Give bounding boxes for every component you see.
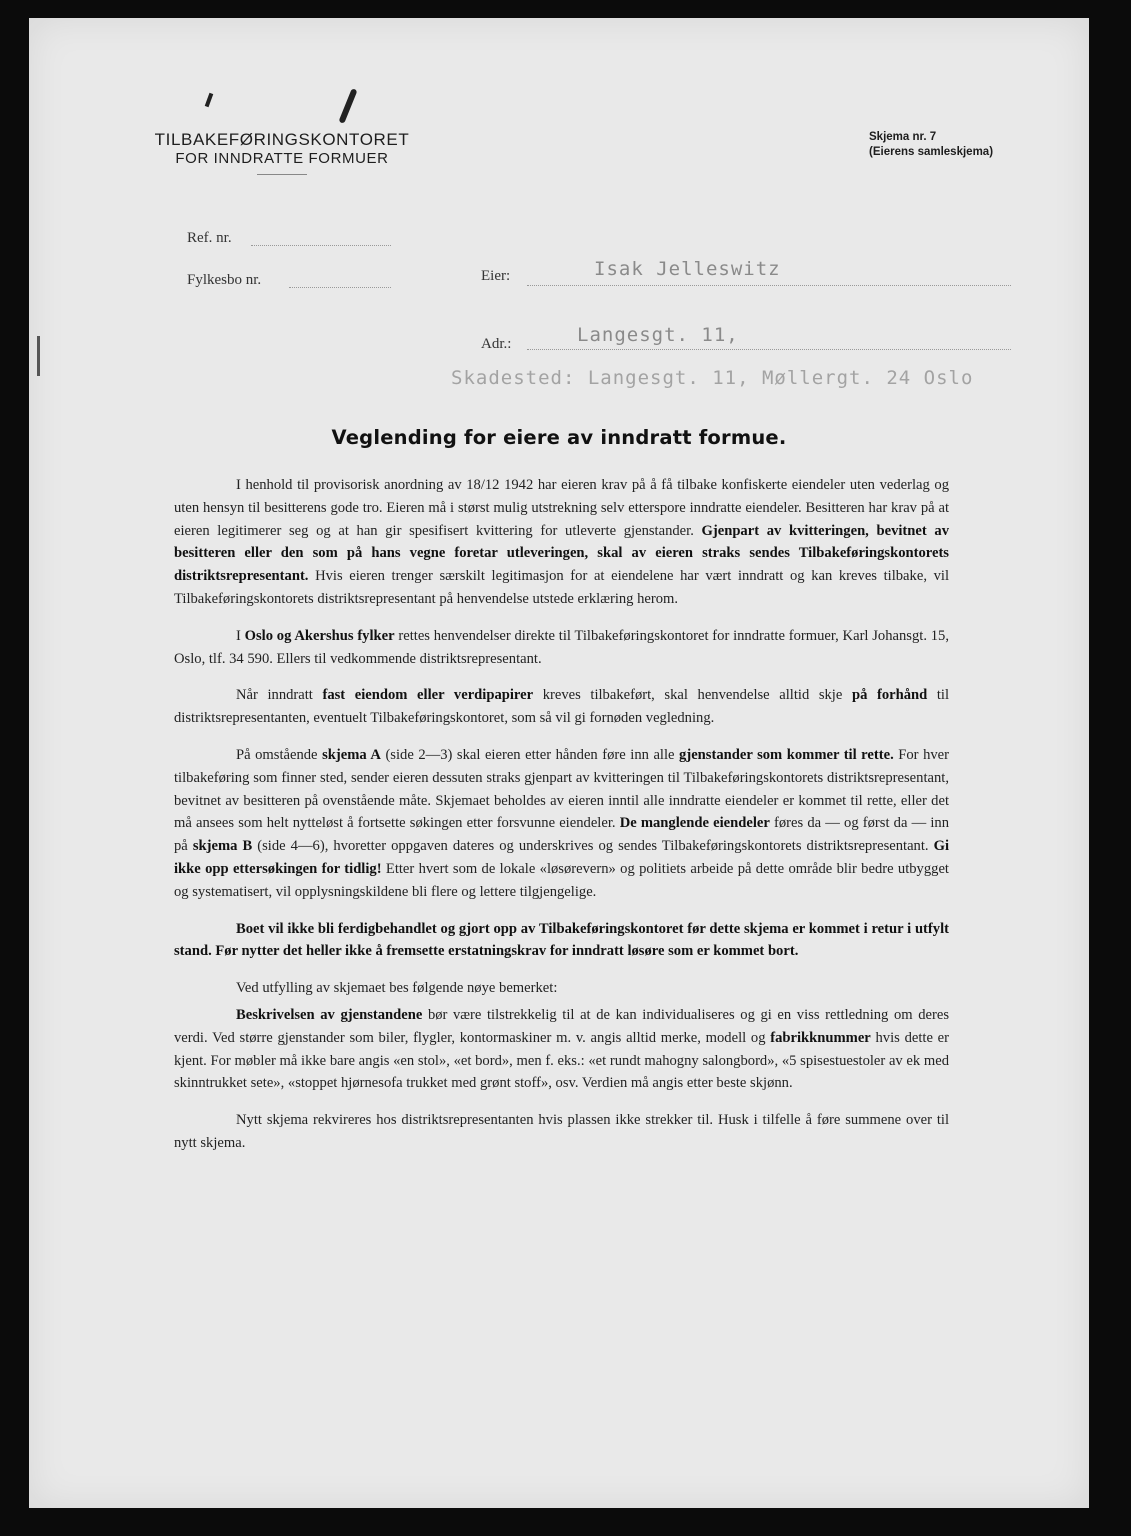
text-run: Etter hvert som de lokale «løsørevern» og politiets arbeide på dette område blir bedre utbygget og systematisert, vil opplysningskildene bli flere og lettere tilgjengelige. <box>174 860 949 900</box>
text-run: På omstående <box>236 746 323 763</box>
text-run-bold: fast eiendom eller verdipapirer <box>322 687 534 704</box>
form-number: Skjema nr. 7 <box>869 131 937 143</box>
text-run-bold: Beskrivelsen av gjenstandene <box>236 1006 423 1023</box>
instructions-body <box>174 474 949 1169</box>
text-run: Nytt skjema rekvireres hos distriktsrepresentanten hvis plassen ikke strekker til. Husk i tilfelle å føre summene over til nytt skjema. <box>174 1112 949 1151</box>
text-run: For hver tilbakeføring som finner sted, sender eieren dessuten straks gjenpart av kvitteringen til Tilbakeføringskontorets distriktsrepresentant, bevitnet av besitteren på ovenstående måte. Skjemaet beholdes av eieren inntil alle inndratte eiendeler er kommet til rette, eller det må ansees som helt nytteløst å fortsette søkingen etter forsvunne eiendeler. <box>174 746 949 832</box>
text-run-bold: Oslo og Akershus fylker <box>244 627 395 644</box>
text-run: (side 2—3) skal eieren etter hånden føre inn alle <box>380 746 680 763</box>
text-run: kreves tilbakeført, skal henvendelse alltid skje <box>533 687 852 704</box>
text-run-bold: Boet vil ikke bli ferdigbehandlet og gjort opp av Tilbakeføringskontoret før dette skjema er kommet i retur i utfylt stand. Før nytter det heller ikke å fremsette erstatningskrav for inndratt løsøre som er kommet bort. <box>174 920 949 960</box>
text-run: til distriktsrepresentanten, eventuelt Tilbakeføringskontoret, som så vil gi fornøden vegledning. <box>174 687 950 727</box>
owner-line <box>527 284 1011 286</box>
text-run: føres da — og først da — inn på <box>174 815 949 855</box>
text-run: hvis dette er kjent. For møbler må ikke bare angis «en stol», «et bord», men f. eks.: «et rundt mahogny salongbord», «5 spisestuestoler av ek med skinntrukket sete», «stoppet hjørnesofa trukket med grønt stoff», osv. Verdien må angis etter beste skjønn. <box>174 1029 949 1092</box>
paragraph-2 <box>174 625 949 671</box>
paragraph-8 <box>174 1109 949 1155</box>
text-run-bold: De manglende eiendeler <box>619 815 770 832</box>
paragraph-5 <box>174 918 949 964</box>
text-run: (side 4—6), hvoretter oppgaven dateres og underskrives og sendes Tilbakeføringskontorets distriktsrepresentant. <box>252 838 934 855</box>
form-id <box>869 130 993 160</box>
county-label: Fylkesbo nr. <box>187 272 262 288</box>
ink-mark <box>37 336 40 376</box>
text-run: Ved utfylling av skjemaet bes følgende nøye bemerket: <box>236 980 558 997</box>
document-page <box>29 18 1089 1508</box>
text-run: I henhold til provisorisk anordning av 18/12 1942 har eieren krav på å få tilbake konfiskerte eiendeler uten vederlag og uten hensyn til besitterens gode tro. Eieren må i størst mulig utstrekning selv etterspore inndratte eiendeler. Besitteren har krav på at eieren legitimerer seg og at han gir spesifisert kvittering for utleverte gjenstander. <box>174 477 949 539</box>
text-run: Når inndratt <box>236 687 323 704</box>
letterhead-rule <box>257 174 307 175</box>
owner-value: Isak Jelleswitz <box>594 258 781 280</box>
form-subtitle: (Eierens samleskjema) <box>869 146 994 158</box>
letterhead-line2: FOR INNDRATTE FORMUER <box>175 150 389 167</box>
address-value: Langesgt. 11, <box>577 324 739 346</box>
page-title: Veglending for eiere av inndratt formue. <box>331 426 787 449</box>
text-run-bold: Gi ikke opp ettersøkingen for tidlig! <box>174 838 949 877</box>
paragraph-6 <box>174 977 949 1000</box>
ref-label: Ref. nr. <box>187 230 232 246</box>
ink-mark <box>338 88 357 124</box>
paragraph-7 <box>174 1004 949 1095</box>
text-run-bold: Gjenpart av kvitteringen, bevitnet av besitteren eller den som på hans vegne foretar utleveringen, skal av eieren straks sendes Tilbakeføringskontorets distriktsrepresentant. <box>174 522 949 585</box>
letterhead <box>127 130 437 175</box>
text-run-bold: på forhånd <box>851 687 928 704</box>
text-run-bold: skjema A <box>322 746 381 763</box>
text-run: bør være tilstrekkelig til at de kan individualiseres og gi en viss rettledning om deres verdi. Ved større gjenstander som biler, flygler, kontormaskiner m. v. angis alltid merke, modell og <box>174 1006 949 1046</box>
owner-label: Eier: <box>481 268 511 284</box>
text-run: I <box>236 627 245 644</box>
paragraph-4 <box>174 744 949 904</box>
text-run: Hvis eieren trenger særskilt legitimasjon for at eiendelene har vært inndratt og kan kreves tilbake, vil Tilbakeføringskontorets distriktsrepresentant på henvendelse utstede erklæring herom. <box>174 568 949 607</box>
paragraph-1 <box>174 474 949 611</box>
letterhead-line1: TILBAKEFØRINGSKONTORET <box>154 130 410 149</box>
address-line <box>527 348 1011 350</box>
text-run-bold: skjema B <box>192 838 253 855</box>
address-label: Adr.: <box>481 336 512 352</box>
county-line <box>289 286 391 288</box>
damage-place: Skadested: Langesgt. 11, Møllergt. 24 Oslo <box>451 367 974 389</box>
text-run: rettes henvendelser direkte til Tilbakeføringskontoret for inndratte formuer, Karl Johansgt. 15, Oslo, tlf. 34 590. Ellers til vedkommende distriktsrepresentant. <box>174 627 949 667</box>
text-run-bold: gjenstander som kommer til rette. <box>679 746 894 763</box>
ink-mark <box>205 93 214 108</box>
ref-line <box>251 244 391 246</box>
text-run-bold: fabrikknummer <box>770 1029 871 1046</box>
paragraph-3 <box>174 684 949 730</box>
